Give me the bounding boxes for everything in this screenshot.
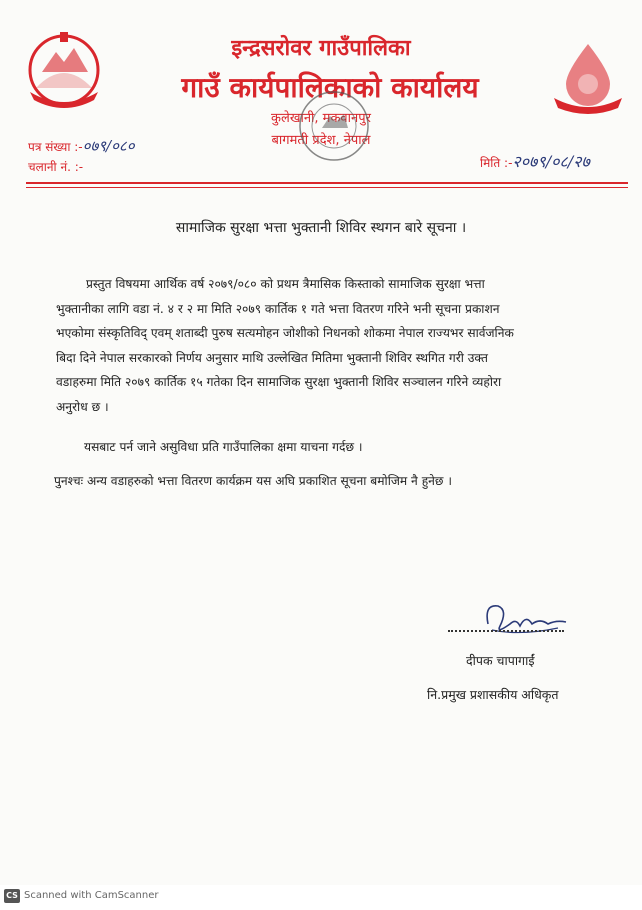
letter-number-row xyxy=(28,136,135,157)
signatory-title: नि.प्रमुख प्रशासकीय अधिकृत xyxy=(427,687,559,702)
header-divider-thick xyxy=(26,182,628,184)
date-label: मिति :- xyxy=(480,156,513,170)
notice-subject: सामाजिक सुरक्षा भत्ता भुक्तानी शिविर स्थगन बारे सूचना । xyxy=(175,220,467,236)
date-value: २०७९/०८/२७ xyxy=(512,152,590,171)
notice-body xyxy=(56,272,616,419)
date-block xyxy=(480,150,590,172)
postscript-paragraph: पुनश्चः अन्य वडाहरुको भत्ता वितरण कार्यक्रम यस अघि प्रकाशित सूचना बमोजिम नै हुनेछ । xyxy=(54,474,452,488)
address-line2: बागमती प्रदेश, नेपाल xyxy=(271,133,371,148)
dispatch-number-row xyxy=(28,157,135,177)
body-line-1: प्रस्तुत विषयमा आर्थिक वर्ष २०७९/०८० को प्रथम त्रैमासिक किस्ताको सामाजिक सुरक्षा भत्ता xyxy=(86,277,485,291)
body-line-3: भएकोमा संस्कृतिविद् एवम् शताब्दी पुरुष सत्यमोहन जोशीको निधनको शोकमा नेपाल राज्यभर सार्वजनिक xyxy=(56,326,514,340)
scanner-watermark-text: Scanned with CamScanner xyxy=(24,890,159,901)
body-line-5: वडाहरुमा मिति २०७९ कार्तिक १५ गतेका दिन सामाजिक सुरक्षा भुक्तानी शिविर सञ्चालन गरिने व्यहोरा xyxy=(56,375,502,389)
reference-block xyxy=(28,136,135,177)
camscanner-icon: CS xyxy=(4,889,20,903)
signatory-name: दीपक चापागाईं xyxy=(466,653,535,668)
signature-line xyxy=(448,630,564,632)
org-name-line1: इन्द्रसरोवर गाउँपालिका xyxy=(231,36,411,61)
org-name-line2: गाउँ कार्यपालिकाको कार्यालय xyxy=(181,71,479,104)
body-line-2: भुक्तानीका लागि वडा नं. ४ र २ मा मिति २०७९ कार्तिक १ गते भत्ता वितरण गरिने भनी सूचना प्रकाशन xyxy=(56,301,500,316)
apology-paragraph: यसबाट पर्न जाने असुविधा प्रति गाउँपालिका क्षमा याचना गर्दछ । xyxy=(84,440,363,454)
drop-logo xyxy=(548,38,628,114)
header-divider-thin xyxy=(26,187,628,188)
letter-number-value: ०७९/०८० xyxy=(82,137,135,155)
address-line1: कुलेखानी, मकवानपुर xyxy=(271,111,371,126)
scanner-footer xyxy=(0,885,642,910)
body-line-6: अनुरोध छ । xyxy=(56,399,109,414)
letter-number-label: पत्र संख्या :- xyxy=(28,140,83,154)
handwritten-signature xyxy=(470,594,580,644)
dispatch-number-label: चलानी नं. :- xyxy=(28,160,84,174)
body-line-4: बिदा दिने नेपाल सरकारको निर्णय अनुसार माथि उल्लेखित मितिमा भुक्तानी शिविर स्थगित गरी उक्त xyxy=(56,350,488,365)
official-stamp xyxy=(296,88,372,164)
